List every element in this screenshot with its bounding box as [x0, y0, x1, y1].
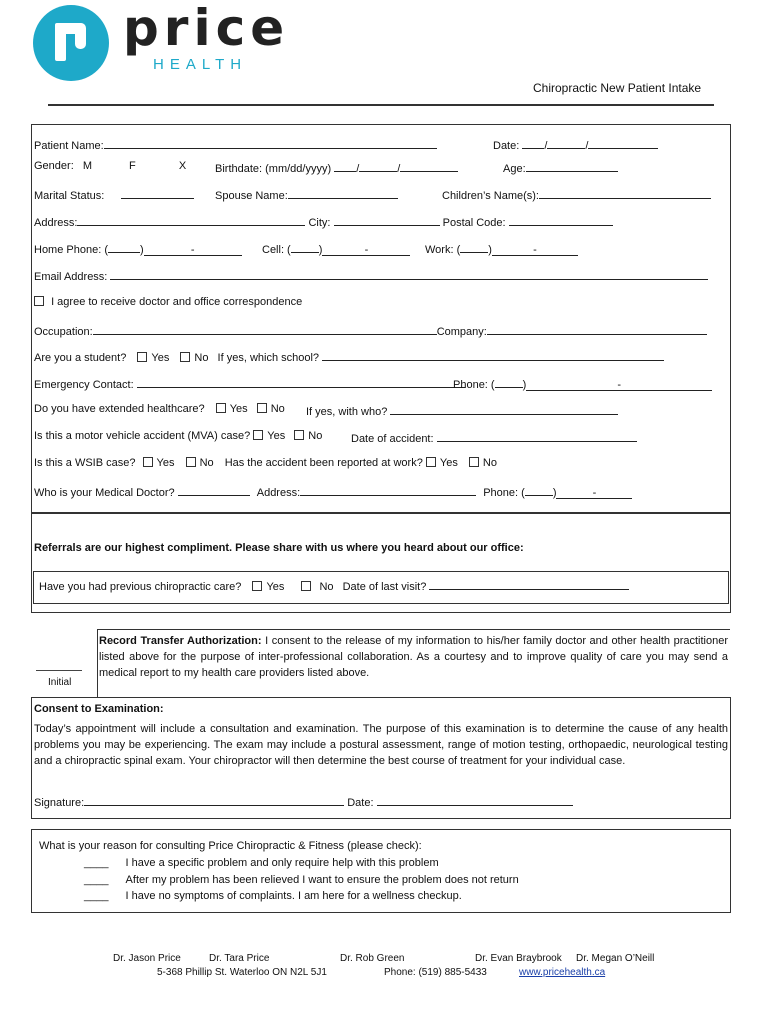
dash: -: [617, 379, 622, 391]
reason-item[interactable]: [84, 874, 519, 886]
gender-option-m[interactable]: M: [82, 160, 92, 172]
reason-blank[interactable]: ____: [84, 857, 109, 869]
last-visit-label: Date of last visit?: [342, 581, 427, 593]
patient-info-box: [31, 124, 731, 514]
medical-doctor-label: Who is your Medical Doctor?: [34, 487, 175, 499]
with-who-input[interactable]: [390, 403, 618, 415]
slash: /: [585, 140, 589, 152]
reason-blank[interactable]: ____: [84, 890, 109, 902]
paren: ): [522, 379, 527, 391]
dash: -: [190, 244, 195, 256]
initial-field[interactable]: [36, 670, 82, 671]
address-input[interactable]: [77, 214, 305, 226]
patient-name-input[interactable]: [104, 137, 437, 149]
yes-label: Yes: [229, 403, 248, 415]
date-label: Date:: [493, 140, 520, 152]
ext-health-label: Do you have extended healthcare?: [34, 403, 205, 415]
children-label: Children’s Name(s):: [442, 190, 539, 202]
cell-label: Cell: (: [262, 244, 291, 256]
cell-phone-area[interactable]: [291, 241, 319, 253]
signature-label: Signature:: [34, 797, 85, 809]
marital-input[interactable]: [121, 187, 194, 199]
yes-label: Yes: [156, 457, 175, 469]
spouse-label: Spouse Name:: [215, 190, 288, 202]
md-phone-label: Phone: (: [483, 487, 525, 499]
postal-input[interactable]: [509, 214, 613, 226]
signature-date-label: Date:: [347, 797, 374, 809]
no-label: No: [199, 457, 214, 469]
yes-label: Yes: [151, 352, 170, 364]
reported-yes-checkbox[interactable]: [426, 457, 436, 467]
city-label: City:: [308, 217, 331, 229]
referrals-text: Referrals are our highest compliment. Please share with us where you heard about our office:: [34, 542, 524, 554]
last-visit-input[interactable]: [429, 578, 629, 590]
gender-option-f[interactable]: F: [129, 160, 136, 172]
no-label: No: [482, 457, 497, 469]
wsib-no-checkbox[interactable]: [186, 457, 196, 467]
md-address-input[interactable]: [300, 484, 476, 496]
mva-label: Is this a motor vehicle accident (MVA) case?: [34, 430, 251, 442]
age-label: Age:: [503, 163, 526, 175]
no-label: No: [270, 403, 285, 415]
footer-doctor: Dr. Tara Price: [209, 953, 270, 964]
work-phone-input[interactable]: [492, 244, 578, 256]
date-accident-input[interactable]: [437, 430, 637, 442]
student-label: Are you a student?: [34, 352, 127, 364]
birthdate-input-year[interactable]: [400, 160, 458, 172]
footer-doctor: Dr. Megan O’Neill: [576, 953, 655, 964]
postal-label: Postal Code:: [442, 217, 506, 229]
home-phone-label: Home Phone: (: [34, 244, 108, 256]
gender-label: Gender:: [34, 160, 74, 172]
md-phone-input[interactable]: [556, 487, 632, 499]
signature-input[interactable]: [84, 794, 344, 806]
slash: /: [356, 163, 360, 175]
logo-mark-icon: [33, 5, 109, 81]
footer-doctor: Dr. Jason Price: [113, 953, 181, 964]
reason-text: I have no symptoms of complaints. I am here for a wellness checkup.: [125, 890, 462, 902]
student-no-checkbox[interactable]: [180, 352, 190, 362]
logo-sub: HEALTH: [153, 56, 248, 73]
city-input[interactable]: [334, 214, 440, 226]
record-transfer-paragraph: [99, 633, 728, 681]
birthdate-label: Birthdate: (mm/dd/yyyy): [215, 163, 332, 175]
work-label: Work: (: [425, 244, 461, 256]
consent-text: Today’s appointment will include a consultation and examination. The purpose of this examination is to determine the cause of any health problems you may be experiencing. The exam may include a postural assessment, range of motion testing, orthopaedic, neurological testing and a chiropractic spinal exam. Your chiropractor will then determine the best course of treatment for your individual case.: [34, 723, 728, 767]
record-transfer-title: Record Transfer Authorization:: [99, 635, 262, 647]
children-input[interactable]: [539, 187, 711, 199]
gender-option-x[interactable]: X: [178, 160, 187, 172]
footer-website-link[interactable]: www.pricehealth.ca: [519, 967, 606, 978]
dash: -: [364, 244, 369, 256]
prev-care-no-checkbox[interactable]: [301, 581, 311, 591]
email-label: Email Address:: [34, 271, 108, 283]
yes-label: Yes: [266, 581, 285, 593]
birthdate-input-day[interactable]: [359, 160, 397, 172]
md-address-label: Address:: [256, 487, 301, 499]
slash: /: [397, 163, 401, 175]
reason-text: I have a specific problem and only require help with this problem: [125, 857, 439, 869]
reason-blank[interactable]: ____: [84, 874, 109, 886]
wsib-label: Is this a WSIB case?: [34, 457, 136, 469]
ext-health-no-checkbox[interactable]: [257, 403, 267, 413]
footer-address: 5-368 Phillip St. Waterloo ON N2L 5J1: [157, 967, 327, 978]
prev-care-yes-checkbox[interactable]: [252, 581, 262, 591]
initial-label: Initial: [48, 677, 72, 688]
marital-label: Marital Status:: [34, 190, 105, 202]
work-phone-area[interactable]: [460, 241, 488, 253]
correspondence-checkbox[interactable]: [34, 296, 44, 306]
reason-text: After my problem has been relieved I want to ensure the problem does not return: [125, 874, 519, 886]
company-input[interactable]: [487, 323, 707, 335]
emergency-phone-input[interactable]: [526, 379, 712, 391]
no-label: No: [319, 581, 334, 593]
reason-question: What is your reason for consulting Price Chiropractic & Fitness (please check):: [39, 840, 422, 852]
reason-item[interactable]: [84, 890, 462, 902]
birthdate-input[interactable]: [334, 160, 356, 172]
occupation-label: Occupation:: [34, 326, 93, 338]
with-who-label: If yes, with who?: [306, 406, 388, 418]
document-title: Chiropractic New Patient Intake: [533, 81, 702, 95]
logo-word: price: [123, 0, 290, 57]
no-label: No: [308, 430, 323, 442]
home-phone-area[interactable]: [108, 241, 140, 253]
mva-yes-checkbox[interactable]: [253, 430, 263, 440]
ext-health-yes-checkbox[interactable]: [216, 403, 226, 413]
emergency-label: Emergency Contact:: [34, 379, 134, 391]
footer-phone: Phone: (519) 885-5433: [384, 967, 487, 978]
paren: ): [488, 244, 492, 256]
company-label: Company:: [436, 326, 487, 338]
school-label: If yes, which school?: [217, 352, 320, 364]
footer-doctor: Dr. Evan Braybrook: [475, 953, 562, 964]
yes-label: Yes: [267, 430, 286, 442]
student-yes-checkbox[interactable]: [137, 352, 147, 362]
cell-phone-input[interactable]: [322, 244, 410, 256]
reported-label: Has the accident been reported at work?: [224, 457, 423, 469]
patient-name-label: Patient Name:: [34, 140, 104, 152]
reason-item[interactable]: [84, 857, 439, 869]
date-accident-label: Date of accident:: [351, 433, 434, 445]
no-label: No: [194, 352, 209, 364]
school-input[interactable]: [322, 349, 664, 361]
spouse-input[interactable]: [288, 187, 398, 199]
logo: [33, 0, 293, 85]
address-label: Address:: [34, 217, 78, 229]
home-phone-input[interactable]: [144, 244, 242, 256]
email-input[interactable]: [110, 268, 708, 280]
age-input[interactable]: [526, 160, 618, 172]
slash: /: [544, 140, 548, 152]
paren: ): [552, 487, 557, 499]
date-input[interactable]: [522, 137, 544, 149]
medical-doctor-input[interactable]: [178, 484, 250, 496]
consent-title: Consent to Examination:: [34, 703, 164, 715]
emergency-phone-area[interactable]: [495, 376, 523, 388]
occupation-input[interactable]: [93, 323, 437, 335]
emergency-phone-label: Phone: (: [453, 379, 495, 391]
paren: ): [139, 244, 144, 256]
record-transfer-text: I consent to the release of my information to his/her family doctor and other health practitioner listed above for the purpose of inter-professional collaboration. As a courtesy and to improve quality of care you may send a medical report to my health care providers listed above.: [99, 635, 728, 679]
wsib-yes-checkbox[interactable]: [143, 457, 153, 467]
reported-no-checkbox[interactable]: [469, 457, 479, 467]
yes-label: Yes: [439, 457, 458, 469]
date-input-year[interactable]: [588, 137, 658, 149]
dash: -: [592, 487, 597, 499]
dash: -: [533, 244, 537, 256]
mva-no-checkbox[interactable]: [294, 430, 304, 440]
emergency-input[interactable]: [137, 376, 465, 388]
footer-doctor: Dr. Rob Green: [340, 953, 405, 964]
correspondence-label: I agree to receive doctor and office correspondence: [51, 296, 303, 308]
title-rule: [48, 104, 714, 106]
signature-date-input[interactable]: [377, 794, 573, 806]
md-phone-area[interactable]: [525, 484, 553, 496]
prev-care-label: Have you had previous chiropractic care?: [39, 581, 242, 593]
paren: ): [318, 244, 323, 256]
date-input-day[interactable]: [547, 137, 585, 149]
